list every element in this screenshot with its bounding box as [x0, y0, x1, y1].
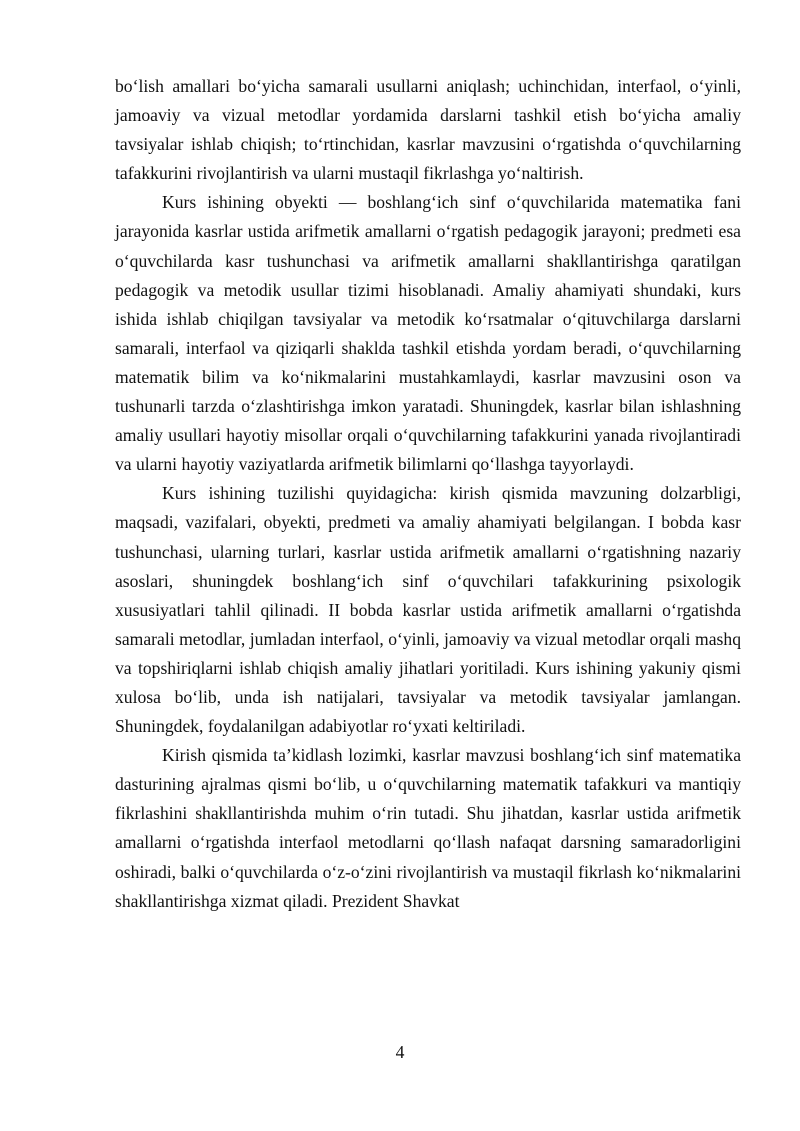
- page-number: 4: [395, 1042, 405, 1062]
- paragraph-introduction: Kirish qismida ta’kidlash lozimki, kasrlar mavzusi boshlang‘ich sinf matematika dasturining ajralmas qismi bo‘lib, u o‘quvchilarning matematik tafakkuri va mantiqiy fikrlashini shakllantirishda muhim o‘rin tutadi. Shu jihatdan, kasrlar ustida arifmetik amallarni o‘rgatishda interfaol metodlarni qo‘llash nafaqat darsning samaradorligini oshiradi, balki o‘quvchilarda o‘z-o‘zini rivojlantirish va mustaqil fikrlash ko‘nikmalarini shakllantirishga xizmat qiladi. Prezident Shavkat: [115, 745, 741, 911]
- body-text: [115, 72, 741, 916]
- paragraph-continuation: bo‘lish amallari bo‘yicha samarali usullarni aniqlash; uchinchidan, interfaol, o‘yinli, jamoaviy va vizual metodlar yordamida darslarni tashkil etish bo‘yicha amaliy tavsiyalar ishlab chiqish; to‘rtinchidan, kasrlar mavzusini o‘rgatishda o‘quvchilarning tafakkurini rivojlantirish va ularni mustaqil fikrlashga yo‘naltirish.: [115, 76, 741, 184]
- paragraph-object-subject: Kurs ishining obyekti — boshlang‘ich sinf o‘quvchilarida matematika fani jarayonida kasrlar ustida arifmetik amallarni o‘rgatish pedagogik jarayoni; predmeti esa o‘quvchilarda kasr tushunchasi va arifmetik amallarni shakllantirishga qaratilgan pedagogik va metodik usullar tizimi hisoblanadi. Amaliy ahamiyati shundaki, kurs ishida ishlab chiqilgan tavsiyalar va metodik ko‘rsatmalar o‘qituvchilarga darslarni samarali, interfaol va qiziqarli shaklda tashkil etishda yordam beradi, o‘quvchilarning matematik bilim va ko‘nikmalarini mustahkamlaydi, kasrlar mavzusini oson va tushunarli tarzda o‘zlashtirishga imkon yaratadi. Shuningdek, kasrlar bilan ishlashning amaliy usullari hayotiy misollar orqali o‘quvchilarning tafakkurini yanada rivojlantiradi va ularni hayotiy vaziyatlarda arifmetik bilimlarni qo‘llashga tayyorlaydi.: [115, 192, 741, 475]
- paragraph-structure: Kurs ishining tuzilishi quyidagicha: kirish qismida mavzuning dolzarbligi, maqsadi, vazifalari, obyekti, predmeti va amaliy ahamiyati belgilangan. I bobda kasr tushunchasi, ularning turlari, kasrlar ustida arifmetik amallarni o‘rgatishning nazariy asoslari, shuningdek boshlang‘ich sinf o‘quvchilari tafakkurining psixologik xususiyatlari tahlil qilinadi. II bobda kasrlar ustida arifmetik amallarni o‘rgatishda samarali metodlar, jumladan interfaol, o‘yinli, jamoaviy va vizual metodlar orqali mashq va topshiriqlarni ishlab chiqish amaliy jihatlari yoritiladi. Kurs ishining yakuniy qismi xulosa bo‘lib, unda ish natijalari, tavsiyalar va metodik tavsiyalar jamlangan. Shuningdek, foydalanilgan adabiyotlar ro‘yxati keltiriladi.: [115, 483, 741, 737]
